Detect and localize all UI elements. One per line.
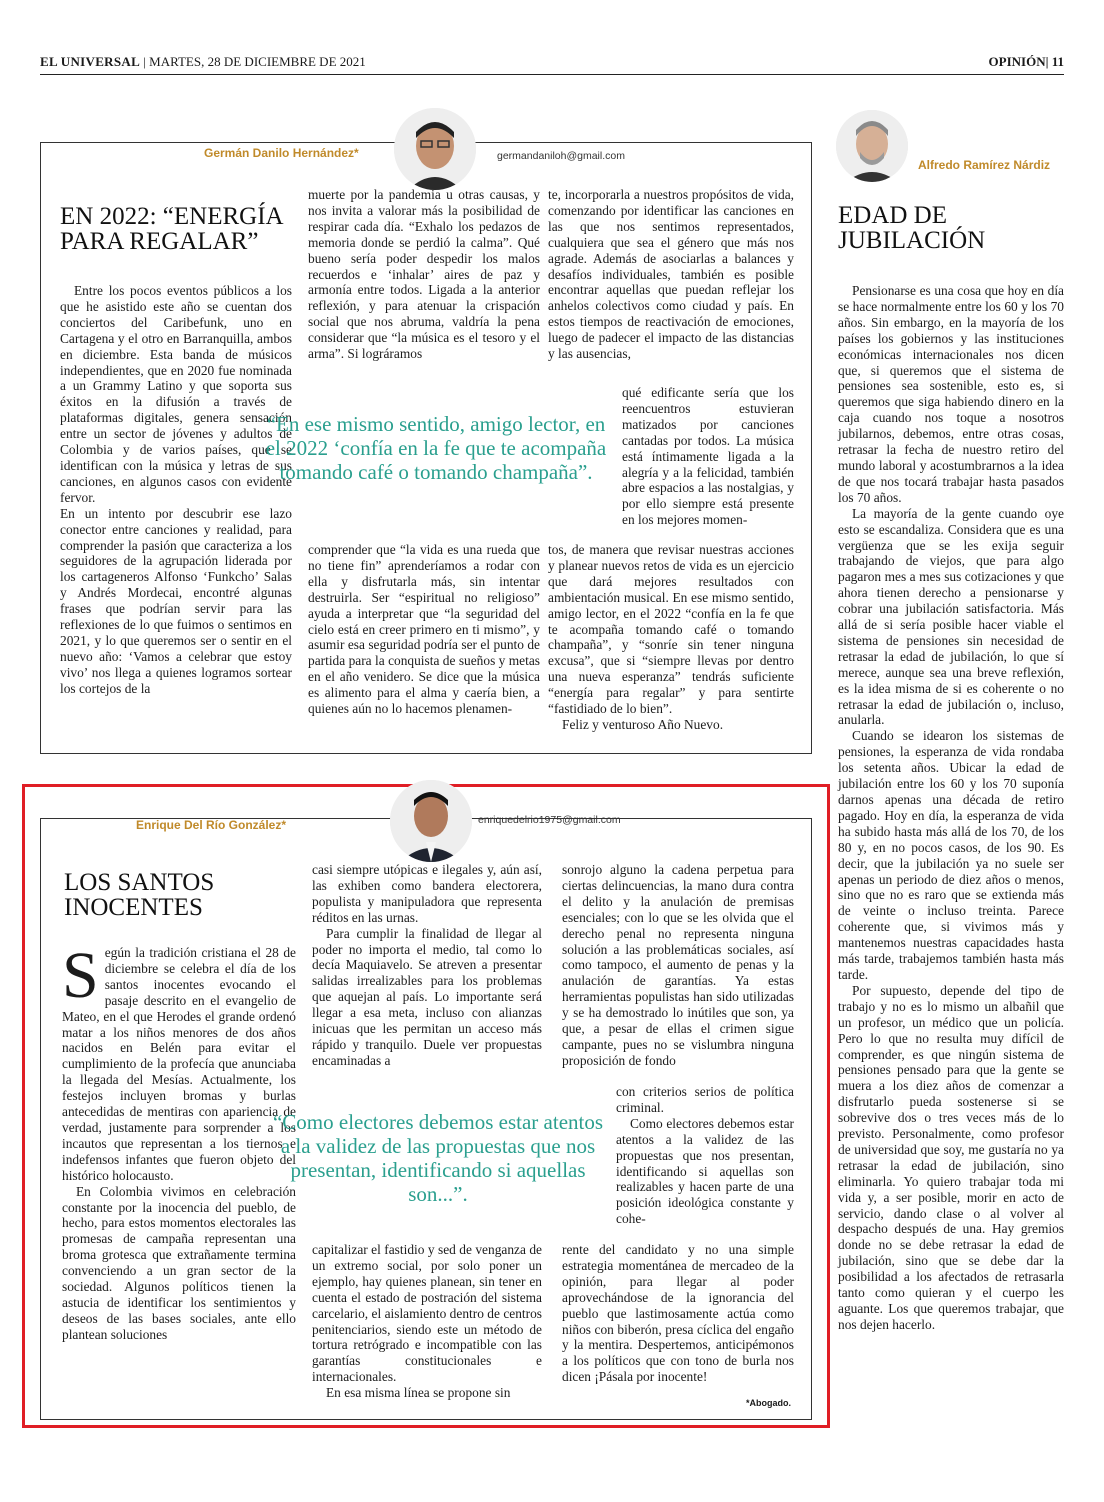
author-name: Alfredo Ramírez Nárdiz — [918, 158, 1051, 172]
closing-line: Feliz y venturoso Año Nuevo. — [562, 716, 724, 732]
article3-column-3a — [562, 862, 794, 1069]
paragraph: sonrojo alguno la cadena perpetua para ciertas delincuencias, la mano dura contra el delito y la anulación de premisas esenciales; con lo que se les olvida que el derecho penal no representa ninguna solución a las problemáticas sociales, así como tampoco, el aumento de penas y la anulación de garantías. Ya estas herramientas populistas han sido utilizadas y se ha demostrado lo inútiles que son, ya que, a pesar de ellas el crimen sigue campante, pues no se vislumbra ninguna proposición de fondo — [562, 862, 794, 1068]
paragraph: Como electores debemos estar atentos a la validez de las propuestas que nos presentan, identificando si aquellas son realizables y hacen parte de una posición ideológica constante y cohe- — [616, 1115, 794, 1227]
drop-cap: S — [62, 939, 99, 1012]
paragraph-text: egún la tradición cristiana el 28 de diciembre se celebra el día de los santos inocentes evocando el pasaje descrito en el evangelio de Mateo, en el que Herodes el grande ordenó matar a los niños menores de dos años nacidos en Belén para evitar el cumplimiento de la profecía que anunciaba la llegada del Mesías. Actualmente, los festejos incluyen bromas y burlas antecedidas de mentiras con apariencia de verdad, justamente para sorprender a los incautos que representan a los tiernos e indefensos infantes que fueron objeto del histórico holocausto. — [62, 945, 296, 1183]
paragraph: En un intento por descubrir ese lazo conector entre canciones y realidad, para comprender la pasión que caracteriza a los seguidores de la agrupación liderada por los cartageneros Alfonso ‘Funkcho’ Salas y Andrés Mordecai, encontré algunas frases que podrían servir para las reflexiones de lo que fuimos o sentimos en 2021, y lo que queremos ser o sentir en el nuevo año: ‘Vamos a celebrar que estoy vivo’ nos llega a quienes logramos sortear los cortejos de la — [60, 505, 292, 696]
paragraph: comprender que “la vida es una rueda que no tiene fin” aprenderíamos a rodar con ella y disfrutarla más, sin intentar destruirla. Ser “espiritual no religioso” ayuda a interpretar que “la seguridad del cielo está en creer primero en ti mismo”, y asumir esa seguridad podría ser el punto de partida para la conquista de sueños y metas en el año venidero. Se dice que la música es alimento para el alma y caería bien, a quienes aún no lo hacemos plenamen- — [308, 542, 540, 717]
paper-name: EL UNIVERSAL — [40, 54, 141, 69]
article2-body — [838, 283, 1064, 1333]
headline: EDAD DE JUBILACIÓN — [838, 202, 986, 254]
portrait-image — [394, 108, 476, 190]
article3-column-2a — [312, 862, 542, 1069]
author-email: enriquedelrio1975@gmail.com — [478, 814, 621, 826]
paragraph — [62, 939, 296, 1184]
article1-column-3a — [548, 187, 794, 362]
issue-date: | MARTES, 28 DE DICIEMBRE DE 2021 — [143, 54, 366, 69]
article1-column-1 — [60, 283, 292, 697]
paragraph: Por supuesto, depende del tipo de trabajo y no es lo mismo un albañil que un profesor, un médico que un policía. Pero lo que no resulta muy difícil de comprender, es que ningún sistema de pensiones pensado para que la gente se muera a los diez años de comenzar a disfrutarlo pueda sostenerse si se sobrevive dos o tres veces más de lo previsto. Personalmente, como profesor de universidad que soy, me gustaría no ya retrasar la edad de jubilación, sino eliminarla. Yo quiero trabajar toda mi vida y, a ser posible, morir en acto de servicio, dando clase o al volver al despacho después de una. Hay gremios donde no se debe retrasar la edad de jubilación, sino que se debe dar la posibilidad a los afectados de retrasarla tanto como quieran y el cuerpo les aguante. Los que queremos trabajar, que nos dejen hacerlo. — [838, 982, 1064, 1332]
article1-column-2b — [308, 542, 540, 717]
paragraph: con criterios serios de política criminal. — [616, 1084, 794, 1115]
pull-quote: “Como electores debemos estar atentos a la validez de las propuestas que nos presentan, identificando si aquellas son...”. — [272, 1110, 604, 1206]
paragraph: Entre los pocos eventos públicos a los que he asistido este año se cuentan dos conciertos del Caribefunk, uno en Cartagena y el otro en Barranquilla, ambos en diciembre. Esta banda de músicos independientes, que en 2020 fue nominada a un Grammy Latino y que soporta sus éxitos en la difusión a través de plataformas digitales, genera sensación entre un sector de jóvenes y adultos de Colombia y de varios países, que se identifican con la música y letras de sus canciones, en algunos casos con evidente fervor. — [60, 283, 292, 505]
pull-quote: “En ese mismo sentido, amigo lector, en el 2022 ‘confía en la fe que te acompaña tomando café o tomando champaña”. — [265, 412, 607, 484]
portrait-image — [390, 780, 472, 862]
article3-column-1 — [62, 939, 296, 1343]
author-signature: *Abogado. — [746, 1398, 791, 1408]
paragraph: La mayoría de la gente cuando oye esto se escandaliza. Considera que es una vergüenza que se les exija seguir trabajando de viejos, que para algo pagaron mes a mes sus cotizaciones y que ahora tienen derecho a pensionarse y cobrar una jubilación satisfactoria. Más allá de si sería posible hacer viable el sistema de pensiones sin necesidad de retrasar la edad de jubilación, lo que sí merece, aunque sea una breve reflexión, es la idea misma de si es coherente o no retrasar la edad de jubilación o, incluso, anularla. — [838, 505, 1064, 728]
paragraph: Para cumplir la finalidad de llegar al poder no importa el medio, tal como lo decía Maquiavelo. Se atreven a presentar salidas irrealizables para los problemas que aquejan al país. Lo importante será llegar a esa meta, incluso con alianzas inicuas que les permitan un acceso más rápido y tranquilo. Duele ver propuestas encaminadas a — [312, 925, 542, 1068]
page-number: 11 — [1051, 54, 1064, 69]
paragraph: muerte por la pandemia u otras causas, y nos invita a valorar más la posibilidad de respirar cada día. “Exhalo los pedazos de memoria donde se perdió la calma”. Qué bueno sería poder despedir los malos recuerdos e ‘inhalar’ aires de paz y armonía entre todos. Ligada a la anterior reflexión, y para atenuar la crispación social que nos abruma, valdría la pena considerar que “la música es el tesoro y el arma”. Si lográramos — [308, 187, 540, 362]
headline: EN 2022: “ENERGÍA PARA REGALAR” — [60, 203, 283, 255]
article1-column-3c — [548, 542, 794, 733]
paragraph: te, incorporarla a nuestros propósitos de vida, comenzando por identificar las canciones en las que nos sentimos representados, cualquiera que sea el género que más nos agrade. Además de asociarlas a balances y desafíos individuales, también es posible encontrar aquellas que puedan reflejar los anhelos colectivos como ciudad y país. En estos tiempos de reactivación de emociones, luego de padecer el impacto de las distancias y las ausencias, — [548, 187, 794, 362]
headline: LOS SANTOS INOCENTES — [64, 869, 215, 921]
paragraph: En Colombia vivimos en celebración constante por la inocencia del pueblo, de hecho, para estos momentos electorales las promesas de campaña representan una broma grotesca que extrañamente termina convenciendo a un gran sector de la sociedad. Algunos políticos tienen la astucia de identificar los sentimientos y deseos de las bases sociales, ante ello plantean soluciones — [62, 1183, 296, 1342]
author-photo — [390, 780, 472, 862]
paragraph: casi siempre utópicas e ilegales y, aún así, las exhiben como bandera electorera, populista y manipuladora que representa réditos en las urnas. — [312, 862, 542, 925]
section-name: OPINIÓN| — [988, 54, 1049, 69]
header-right — [989, 54, 1064, 70]
paragraph: Cuando se idearon los sistemas de pensiones, la esperanza de vida rondaba los setenta años. Ubicar la edad de jubilación entre los 60 y los 70 suponía darnos apenas una década de retiro pagado. Hoy en día, la esperanza de vida ha subido hasta más allá de los 70, de los 80 y, en no pocos casos, de los 90. Es decir, que la jubilación ya no suele ser apenas un periodo de diez años o menos, sino que no es raro que se extienda más de veinte o incluso treinta. Parece coherente que, si vivimos más y mantenemos nuestras capacidades hasta más tarde, trabajemos también hasta más tarde. — [838, 728, 1064, 982]
paragraph: En esa misma línea se propone sin — [326, 1385, 511, 1401]
author-name: Germán Danilo Hernández* — [204, 146, 359, 160]
article3-column-2b — [312, 1242, 542, 1401]
paragraph: tos, de manera que revisar nuestras acciones y planear nuevos retos de vida es un ejercicio que dará mejores resultados con ambientación musical. En ese mismo sentido, amigo lector, en el 2022 “confía en la fe que te acompaña tomando café o tomando champaña”, y “sonríe sin tener ninguna excusa”, que si “siempre llevas por dentro una nueva esperanza” tendrás suficiente “energía para regalar” y para sentirte “fastidiado de lo bien”. — [548, 542, 794, 717]
paragraph: capitalizar el fastidio y sed de venganza de un extremo social, por solo poner un ejemplo, hay quienes planean, sin tener en cuenta el estado de postración del sistema carcelario, el aislamiento dentro de centros penitenciarios, siendo este un método de tortura retrógrado e incompatible con las garantías constitucionales e internacionales. — [312, 1242, 542, 1385]
paragraph: Pensionarse es una cosa que hoy en día se hace normalmente entre los 60 y los 70 años. Sin embargo, en la mayoría de los países los gobiernos y las instituciones económicas internacionales nos dicen que, si queremos que el sistema de pensiones sea sostenible, esto es, si queremos que siga habiendo dinero en la caja cuando nos toque a nosotros jubilarnos, debemos, entre otras cosas, retrasar la fecha de nuestro retiro del mundo laboral y acostumbrarnos a la idea de que nos tocará trabajar hasta pasados los 70 años. — [838, 283, 1064, 505]
header-left — [40, 54, 366, 70]
page-header — [40, 52, 1064, 75]
paragraph: qué edificante sería que los reencuentros estuvieran matizados por canciones cantadas por todos. La música está íntimamente ligada a la alegría y a la felicidad, también abre espacios a las nostalgias, y por ello siempre está presente en los mejores momen- — [622, 385, 794, 528]
author-photo — [394, 108, 476, 190]
article1-column-2a — [308, 187, 540, 362]
article3-column-3c — [562, 1242, 794, 1385]
article3-column-3b — [616, 1084, 794, 1227]
article1-column-3b — [622, 385, 794, 528]
author-name: Enrique Del Río González* — [136, 818, 287, 832]
author-photo — [836, 110, 908, 182]
portrait-image — [836, 110, 908, 182]
author-email: germandaniloh@gmail.com — [497, 150, 625, 162]
paragraph: rente del candidato y no una simple estrategia momentánea de mercadeo de la opinión, para llegar al poder aprovechándose de la ignorancia del pueblo que lastimosamente actúa como niños con biberón, presa cíclica del engaño y la mentira. Despertemos, anticipémonos a los políticos que con tono de burla nos dicen ¡Pásala por inocente! — [562, 1242, 794, 1385]
